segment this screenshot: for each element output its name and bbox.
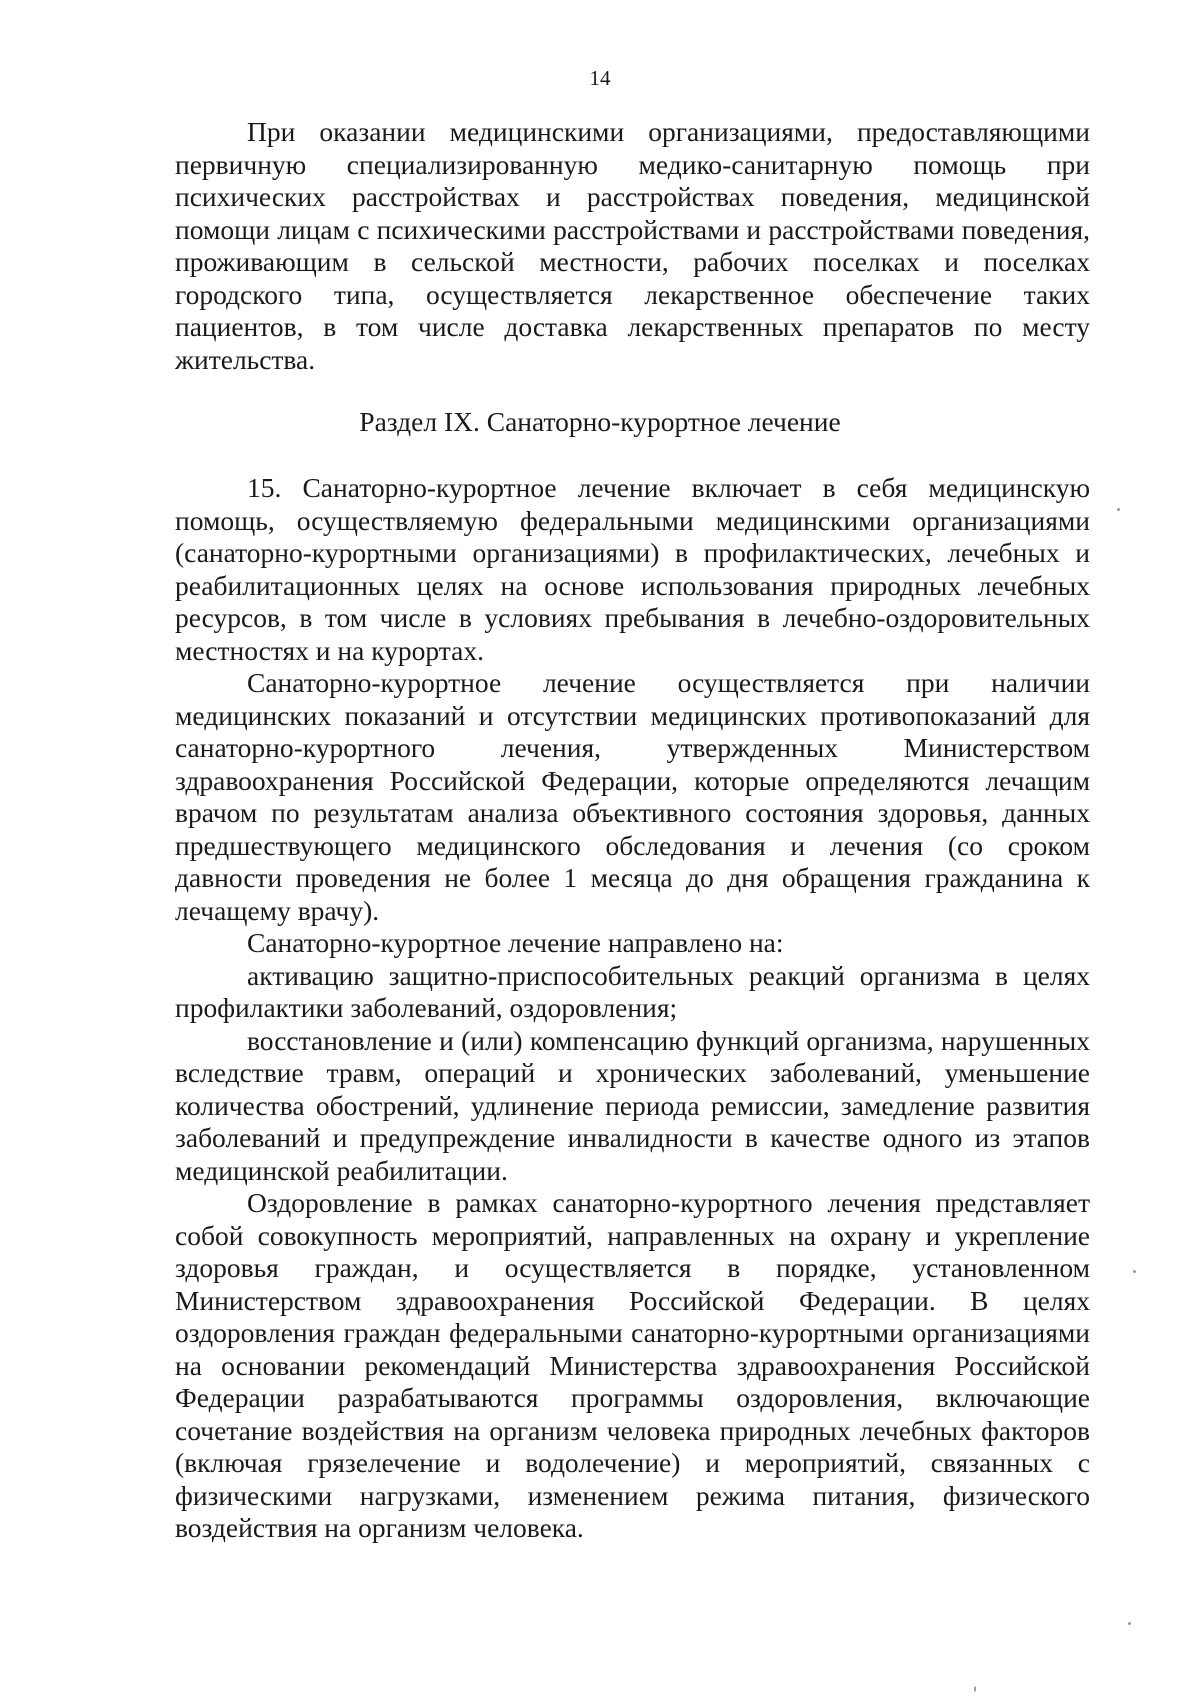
paragraph-treatment-aims: Санаторно-курортное лечение направлено на:	[247, 927, 784, 958]
intro-text-block	[175, 116, 1090, 376]
paragraph-aim-activation: активацию защитно-приспособительных реакций организма в целях профилактики заболеваний, оздоровления;	[175, 959, 1090, 1023]
scan-speck	[974, 1686, 976, 1692]
section-body	[175, 472, 1090, 1545]
intro-paragraph: При оказании медицинскими организациями, предоставляющими первичную специализированную медико-санитарную помощь при психических расстройствах и расстройствах поведения, медицинской помощи лицам с психическими расстройствами и расстройствами поведения, проживающим в сельской местности, рабочих поселках и поселках городского типа, осуществляется лекарственное обеспечение таких пациентов, в том числе доставка лекарственных препаратов по месту жительства.	[175, 116, 1090, 375]
paragraph-health-improvement: Оздоровление в рамках санаторно-курортного лечения представляет собой совокупность мероприятий, направленных на охрану и укрепление здоровья граждан, и осуществляется в порядке, установленном Министерством здравоохранения Российской Федерации. В целях оздоровления граждан федеральными санаторно-курортными организациями на основании рекомендаций Министерства здравоохранения Российской Федерации разрабатываются программы оздоровления, включающие сочетание воздействия на организм человека природных лечебных факторов (включая грязелечение и водолечение) и мероприятий, связанных с физическими нагрузками, изменением режима питания, физического воздействия на организм человека.	[175, 1187, 1090, 1543]
section-heading: Раздел IX. Санаторно-курортное лечение	[359, 406, 841, 437]
page-number: 14	[589, 66, 611, 90]
paragraph-treatment-indications: Санаторно-курортное лечение осуществляется при наличии медицинских показаний и отсутствии медицинских противопоказаний для санаторно-курортного лечения, утвержденных Министерством здравоохранения Российской Федерации, которые определяются лечащим врачом по результатам анализа объективного состояния здоровья, данных предшествующего медицинского обследования и лечения (со сроком давности проведения не более 1 месяца до дня обращения гражданина к лечащему врачу).	[175, 667, 1090, 926]
scan-speck	[1128, 1622, 1131, 1625]
scan-speck	[1117, 508, 1120, 511]
scan-speck	[1133, 1270, 1136, 1273]
paragraph-treatment-definition: 15. Санаторно-курортное лечение включает в себя медицинскую помощь, осуществляемую федеральными медицинскими организациями (санаторно-курортными организациями) в профилактических, лечебных и реабилитационных целях на основе использования природных лечебных ресурсов, в том числе в условиях пребывания в лечебно-оздоровительных местностях и на курортах.	[175, 472, 1090, 666]
paragraph-aim-restoration: восстановление и (или) компенсацию функций организма, нарушенных вследствие травм, операций и хронических заболеваний, уменьшение количества обострений, удлинение периода ремиссии, замедление развития заболеваний и предупреждение инвалидности в качестве одного из этапов медицинской реабилитации.	[175, 1024, 1090, 1186]
